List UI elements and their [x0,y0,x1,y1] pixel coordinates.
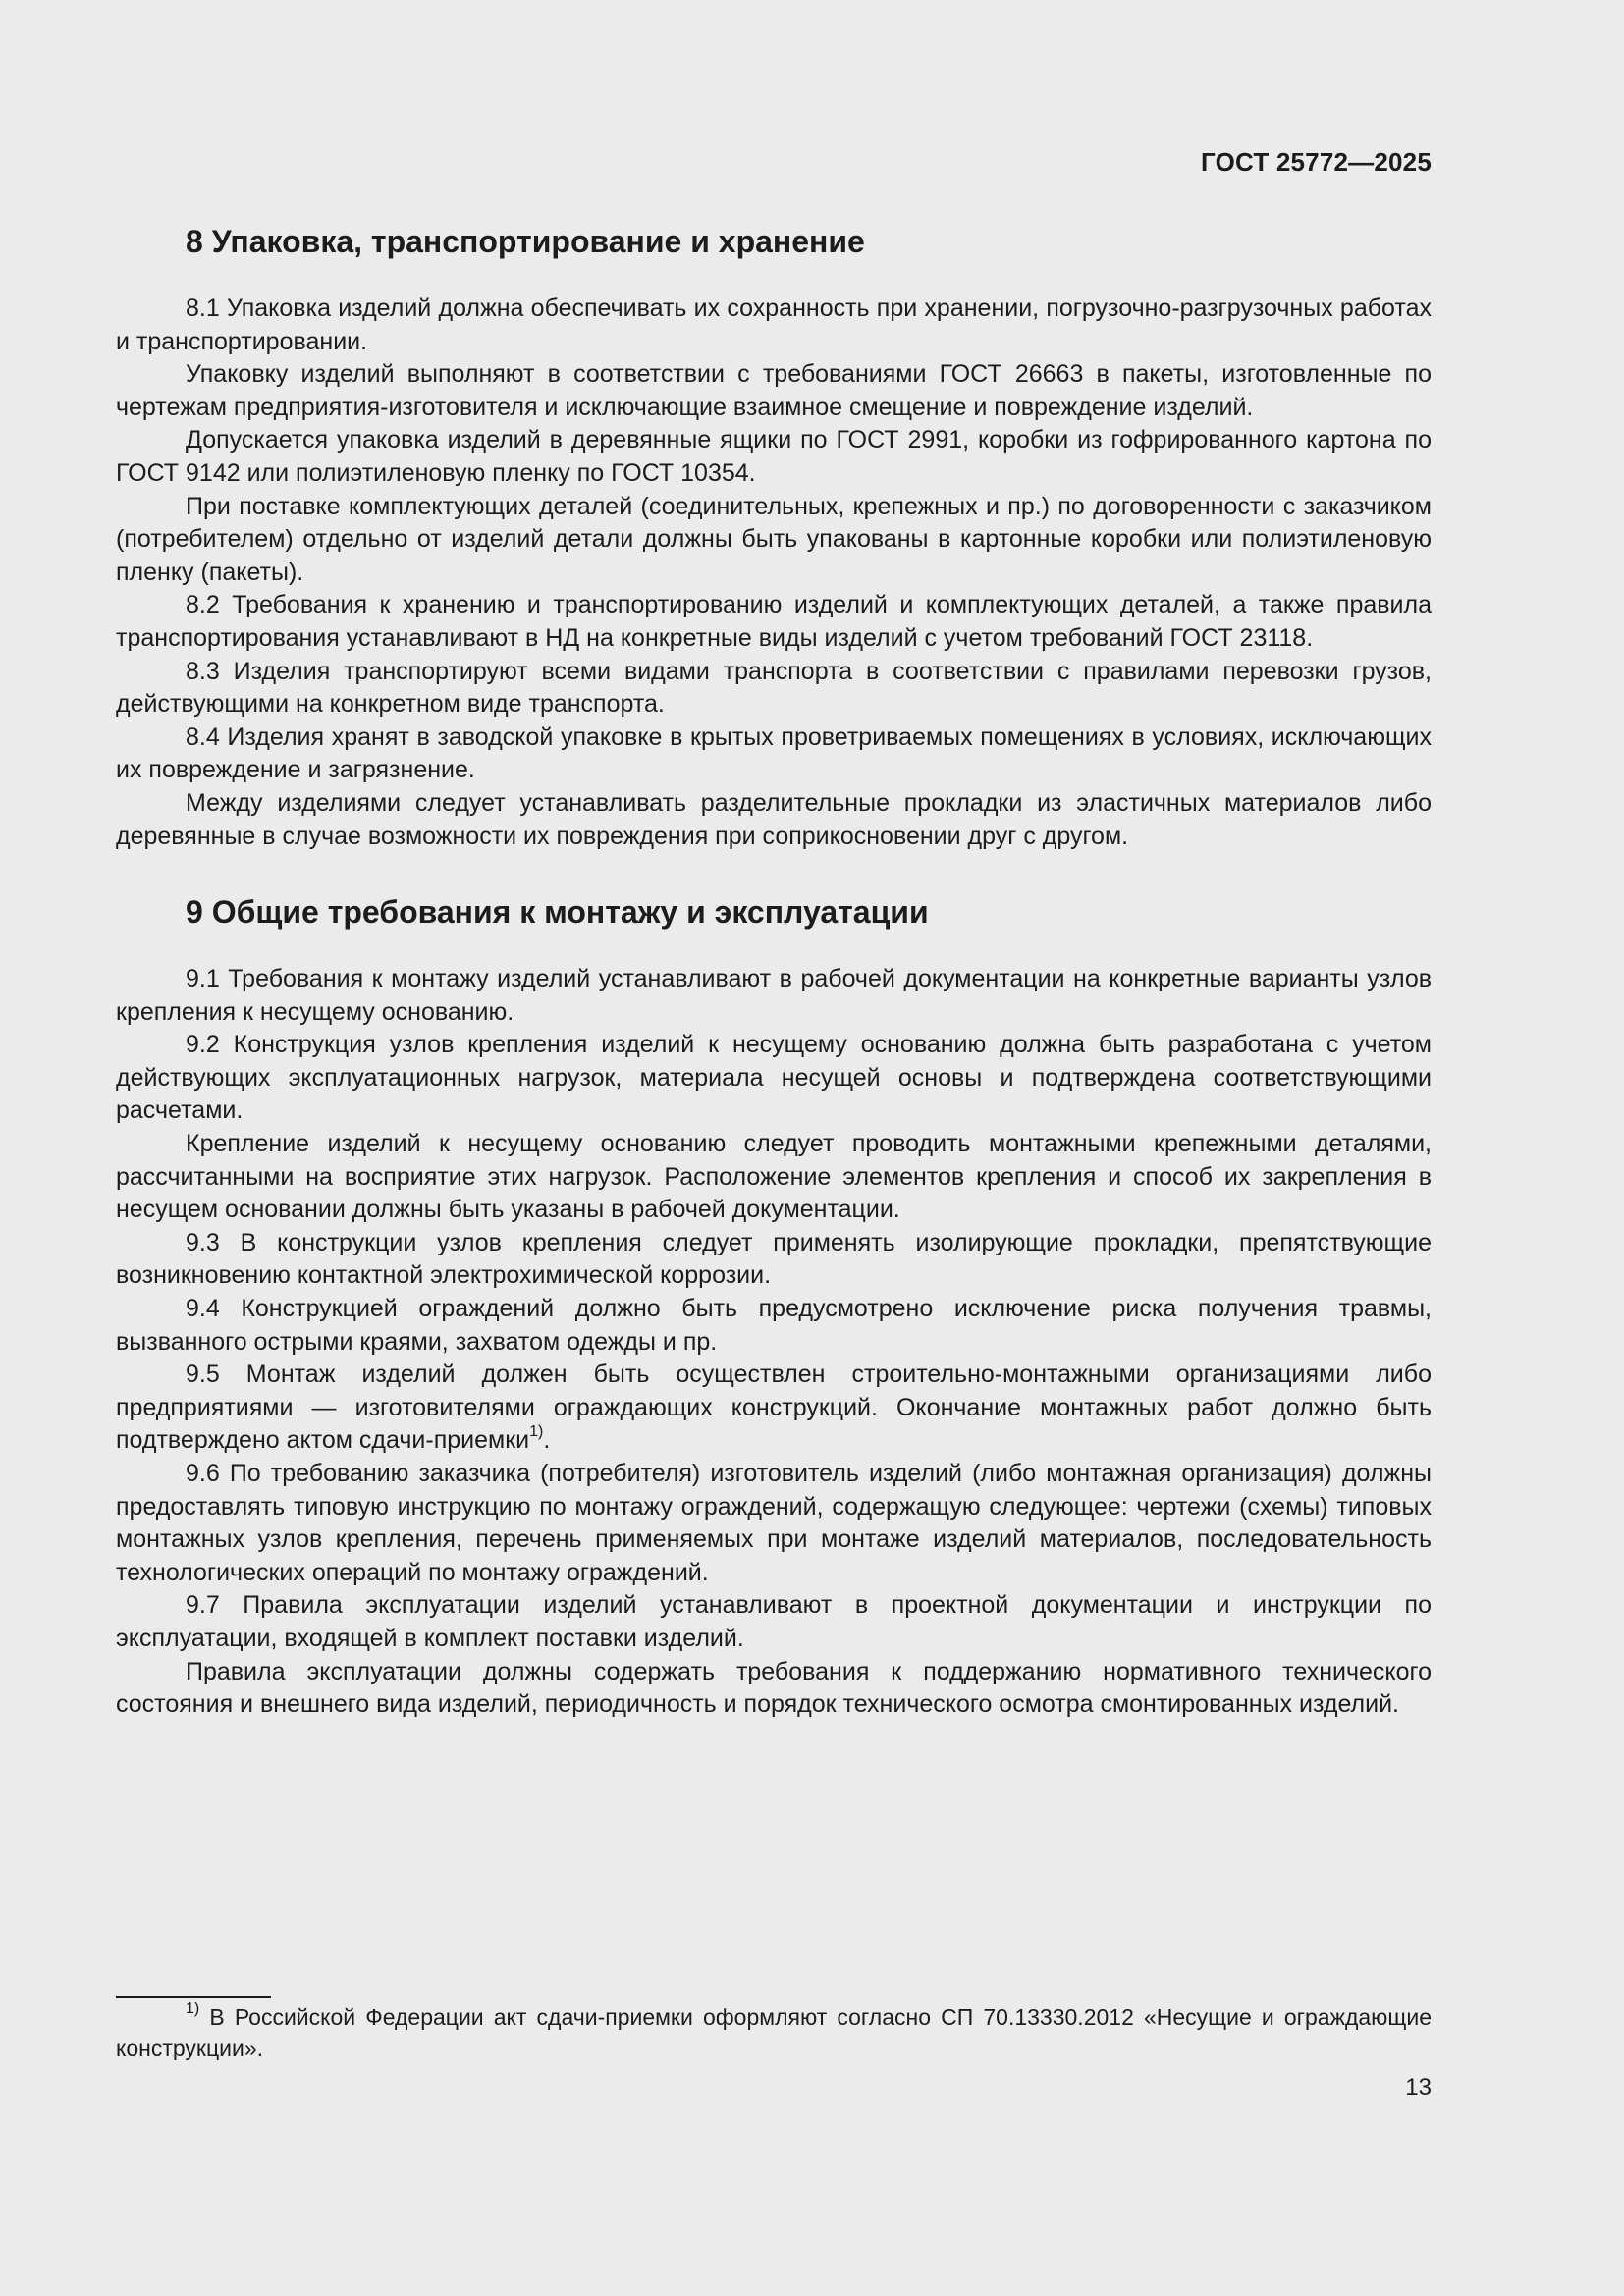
paragraph-8-2: 8.2 Требования к хранению и транспортированию изделий и комплектующих деталей, а также правила транспортирования устанавливают в НД на конкретные виды изделий с учетом требований ГОСТ 23118. [116,591,1432,652]
footnote-reference[interactable]: 1) [529,1423,544,1441]
paragraph-9-7: 9.7 Правила эксплуатации изделий устанавливают в проектной документации и инструкции по эксплуатации, входящей в комплект поставки изделий. [116,1591,1432,1652]
paragraph-9-3: 9.3 В конструкции узлов крепления следует применять изолирующие прокладки, препятствующие возникновению контактной электрохимической коррозии. [116,1228,1432,1290]
paragraph-8-1-allowed-packing: Допускается упаковка изделий в деревянные ящики по ГОСТ 2991, коробки из гофрированного картона по ГОСТ 9142 или полиэтиленовую пленку по ГОСТ 10354. [116,426,1432,487]
document-header: ГОСТ 25772—2025 [1201,147,1432,177]
page-body [116,220,1432,1722]
paragraph-9-2-fastening: Крепление изделий к несущему основанию следует проводить монтажными крепежными деталями, рассчитанными на восприятие этих нагрузок. Расположение элементов крепления и способ их закрепления в несущем основании должны быть указаны в рабочей документации. [116,1130,1432,1224]
footnote-text: В Российской Федерации акт сдачи-приемки оформляют согласно СП 70.13330.2012 «Несущие и ограждающие конструкции». [116,2004,1432,2060]
page-number: 13 [1405,2074,1432,2101]
paragraph-8-4: 8.4 Изделия хранят в заводской упаковке в крытых проветриваемых помещениях в условиях, исключающих их повреждение и загрязнение. [116,722,1432,784]
paragraph-8-1-components: При поставке комплектующих деталей (соединительных, крепежных и пр.) по договоренности с заказчиком (потребителем) отдельно от изделий детали должны быть упакованы в картонные коробки или полиэтиленовую пленку (пакеты). [116,492,1432,586]
paragraph-9-1: 9.1 Требования к монтажу изделий устанавливают в рабочей документации на конкретные варианты узлов крепления к несущему основанию. [116,965,1432,1026]
paragraph-9-5-end: . [543,1426,551,1455]
paragraph-8-3: 8.3 Изделия транспортируют всеми видами транспорта в соответствии с правилами перевозки грузов, действующими на конкретном виде транспорта. [116,657,1432,719]
footnote [116,2002,1432,2063]
paragraph-9-4: 9.4 Конструкцией ограждений должно быть предусмотрено исключение риска получения травмы, вызванного острыми краями, захватом одежды и пр. [116,1295,1432,1356]
paragraph-8-4-spacers: Между изделиями следует устанавливать разделительные прокладки из эластичных материалов либо деревянные в случае возможности их повреждения при соприкосновении друг с другом. [116,788,1432,850]
footnote-marker: 1) [186,2001,200,2017]
footnote-separator [116,1996,271,1998]
paragraph-9-7-rules: Правила эксплуатации должны содержать требования к поддержанию нормативного технического состояния и внешнего вида изделий, периодичность и порядок технического осмотра смонтированных изделий. [116,1657,1432,1719]
section-9-title: 9 Общие требования к монтажу и эксплуатации [186,894,929,931]
section-8-title: 8 Упаковка, транспортирование и хранение [186,224,865,259]
paragraph-9-6: 9.6 По требованию заказчика (потребителя) изготовитель изделий (либо монтажная организация) должны предоставлять типовую инструкцию по монтажу ограждений, содержащую следующее: чертежи (схемы) типовых монтажных узлов крепления, перечень применяемых при монтаже изделий материалов, последовательность технологических операций по монтажу ограждений. [116,1460,1432,1586]
paragraph-9-2: 9.2 Конструкция узлов крепления изделий к несущему основанию должна быть разработана с учетом действующих эксплуатационных нагрузок, материала несущей основы и подтверждена соответствующими расчетами. [116,1031,1432,1125]
paragraph-8-1: 8.1 Упаковка изделий должна обеспечивать их сохранность при хранении, погрузочно-разгрузочных работах и транспортировании. [116,294,1432,355]
paragraph-9-5 [116,1359,1432,1458]
paragraph-9-5-text: 9.5 Монтаж изделий должен быть осуществлен строительно-монтажными организациями либо предприятиями — изготовителями ограждающих конструкций. Окончание монтажных работ должно быть подтверждено актом сдачи-приемки [116,1361,1432,1455]
paragraph-8-1-packing: Упаковку изделий выполняют в соответствии с требованиями ГОСТ 26663 в пакеты, изготовленные по чертежам предприятия-изготовителя и исключающие взаимное смещение и повреждение изделий. [116,360,1432,421]
